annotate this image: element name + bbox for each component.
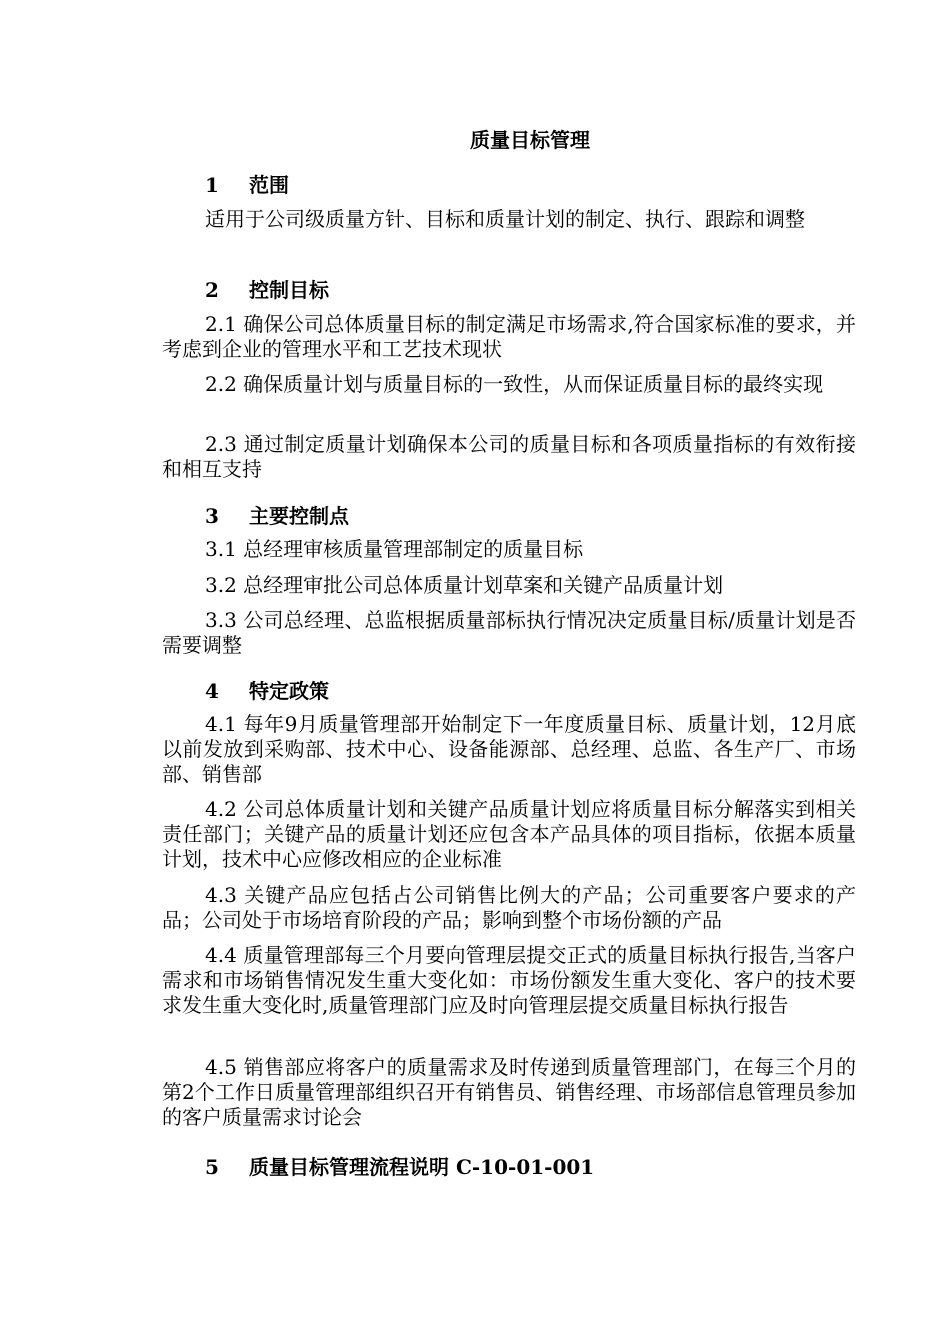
paragraph-2-1: 2.1 确保公司总体质量目标的制定满足市场需求,符合国家标准的要求，并考虑到企业的管理水平和工艺技术现状 <box>162 312 856 361</box>
section-heading-3 <box>205 503 885 529</box>
section-title: 范围 <box>249 173 289 197</box>
paragraph-3-3: 3.3 公司总经理、总监根据质量部标执行情况决定质量目标/质量计划是否需要调整 <box>162 608 856 657</box>
paragraph-1-1: 适用于公司级质量方针、目标和质量计划的制定、执行、跟踪和调整 <box>205 207 805 231</box>
section-title: 控制目标 <box>249 278 329 302</box>
paragraph-4-2: 4.2 公司总体质量计划和关键产品质量计划应将质量目标分解落实到相关责任部门；关键产品的质量计划还应包含本产品具体的项目指标，依据本质量计划，技术中心应修改相应的企业标准 <box>162 797 856 871</box>
section-title: 主要控制点 <box>249 504 349 528</box>
paragraph-4-1: 4.1 每年9月质量管理部开始制定下一年度质量目标、质量计划，12月底以前发放到采购部、技术中心、设备能源部、总经理、总监、各生产厂、市场部、销售部 <box>162 712 856 786</box>
section-number: 4 <box>205 679 219 703</box>
section-heading-2 <box>205 277 885 303</box>
section-heading-5 <box>205 1154 885 1180</box>
document-title: 质量目标管理 <box>470 128 590 152</box>
paragraph-2-3: 2.3 通过制定质量计划确保本公司的质量目标和各项质量指标的有效衔接和相互支持 <box>162 432 856 481</box>
paragraph-3-2: 3.2 总经理审批公司总体质量计划草案和关键产品质量计划 <box>205 573 724 597</box>
paragraph-2-2: 2.2 确保质量计划与质量目标的一致性，从而保证质量目标的最终实现 <box>205 372 824 396</box>
section-number: 5 <box>205 1155 219 1179</box>
section-heading-1 <box>205 172 885 198</box>
section-number: 3 <box>205 504 219 528</box>
section-heading-4 <box>205 678 885 704</box>
paragraph-4-3: 4.3 关键产品应包括占公司销售比例大的产品；公司重要客户要求的产品；公司处于市场培育阶段的产品；影响到整个市场份额的产品 <box>162 883 856 932</box>
paragraph-4-4: 4.4 质量管理部每三个月要向管理层提交正式的质量目标执行报告,当客户需求和市场销售情况发生重大变化如：市场份额发生重大变化、客户的技术要求发生重大变化时,质量管理部门应及时向管理层提交质量目标执行报告 <box>162 943 856 1017</box>
paragraph-4-5: 4.5 销售部应将客户的质量需求及时传递到质量管理部门，在每三个月的第2个工作日质量管理部组织召开有销售员、销售经理、市场部信息管理员参加的客户质量需求讨论会 <box>162 1055 856 1129</box>
section-title: 特定政策 <box>249 679 329 703</box>
paragraph-3-1: 3.1 总经理审核质量管理部制定的质量目标 <box>205 537 584 561</box>
section-number: 1 <box>205 173 219 197</box>
section-title: 质量目标管理流程说明 C-10-01-001 <box>249 1155 595 1179</box>
section-number: 2 <box>205 278 219 302</box>
